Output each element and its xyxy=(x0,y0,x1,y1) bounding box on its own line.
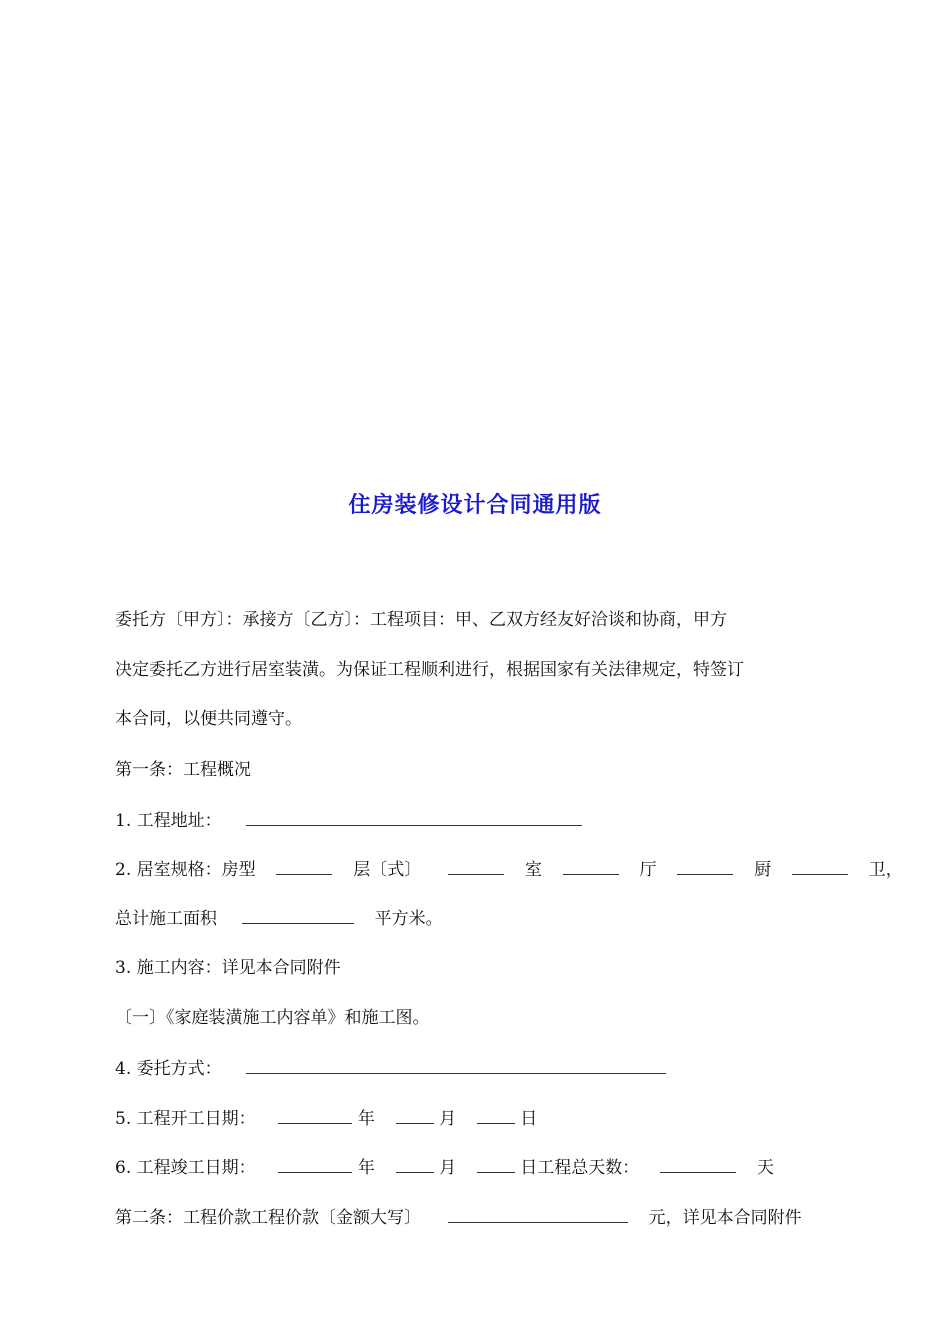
article1-heading: 第一条：工程概况 xyxy=(115,760,251,780)
item6-end-date xyxy=(115,1155,840,1180)
item4-label: 4. 委托方式： xyxy=(115,1059,222,1079)
hall-blank[interactable] xyxy=(677,857,733,875)
end-month-label: 月 xyxy=(439,1158,457,1178)
method-blank[interactable] xyxy=(246,1056,666,1074)
area-unit: 平方米。 xyxy=(374,909,443,929)
kitchen-label: 厨 xyxy=(754,860,772,880)
end-month-blank[interactable] xyxy=(396,1155,434,1173)
end-year-label: 年 xyxy=(357,1158,375,1178)
floor-blank[interactable] xyxy=(448,857,504,875)
item3-sub: 〔一〕《家庭装潢施工内容单》和施工图。 xyxy=(115,1008,430,1028)
document-title: 住房装修设计合同通用版 xyxy=(348,493,602,518)
room-blank[interactable] xyxy=(563,857,619,875)
start-day-label: 日 xyxy=(520,1109,538,1129)
price-blank[interactable] xyxy=(448,1205,628,1223)
item6-label: 6. 工程竣工日期： xyxy=(115,1158,256,1178)
item2-label: 2. 居室规格：房型 xyxy=(115,860,256,880)
end-day-blank[interactable] xyxy=(477,1155,515,1173)
hall-label: 厅 xyxy=(639,860,657,880)
intro-line-2: 决定委托乙方进行居室装潢。为保证工程顺利进行，根据国家有关法律规定，特签订 xyxy=(115,660,744,680)
item5-label: 5. 工程开工日期： xyxy=(115,1109,256,1129)
total-days-blank[interactable] xyxy=(660,1155,736,1173)
floor-label: 层〔式〕 xyxy=(353,860,422,880)
address-blank[interactable] xyxy=(246,808,582,826)
bath-label: 卫， xyxy=(868,860,903,880)
article2-suffix: 元，详见本合同附件 xyxy=(648,1208,802,1228)
room-label: 室 xyxy=(524,860,542,880)
article2-label: 第二条：工程价款工程价款〔金额大写〕 xyxy=(115,1208,421,1228)
item4-method xyxy=(115,1056,840,1081)
total-days-label: 日工程总天数： xyxy=(520,1158,640,1178)
article2-price xyxy=(115,1205,840,1230)
intro-line-3: 本合同，以便共同遵守。 xyxy=(115,709,302,729)
item2-room-spec xyxy=(115,857,903,882)
item1-address xyxy=(115,808,840,833)
start-year-label: 年 xyxy=(357,1109,375,1129)
intro-line-1: 委托方〔甲方〕：承接方〔乙方〕：工程项目：甲、乙双方经友好洽谈和协商，甲方 xyxy=(115,610,727,630)
start-day-blank[interactable] xyxy=(477,1106,515,1124)
item5-start-date xyxy=(115,1106,840,1131)
end-year-blank[interactable] xyxy=(278,1155,352,1173)
start-year-blank[interactable] xyxy=(278,1106,352,1124)
days-unit: 天 xyxy=(756,1158,774,1178)
area-label: 总计施工面积 xyxy=(115,909,217,929)
kitchen-blank[interactable] xyxy=(792,857,848,875)
room-type-blank[interactable] xyxy=(276,857,332,875)
item1-label: 1. 工程地址： xyxy=(115,811,222,831)
start-month-blank[interactable] xyxy=(396,1106,434,1124)
item2-area xyxy=(115,906,840,931)
area-blank[interactable] xyxy=(242,906,354,924)
item3-content: 3. 施工内容：详见本合同附件 xyxy=(115,958,341,978)
start-month-label: 月 xyxy=(439,1109,457,1129)
